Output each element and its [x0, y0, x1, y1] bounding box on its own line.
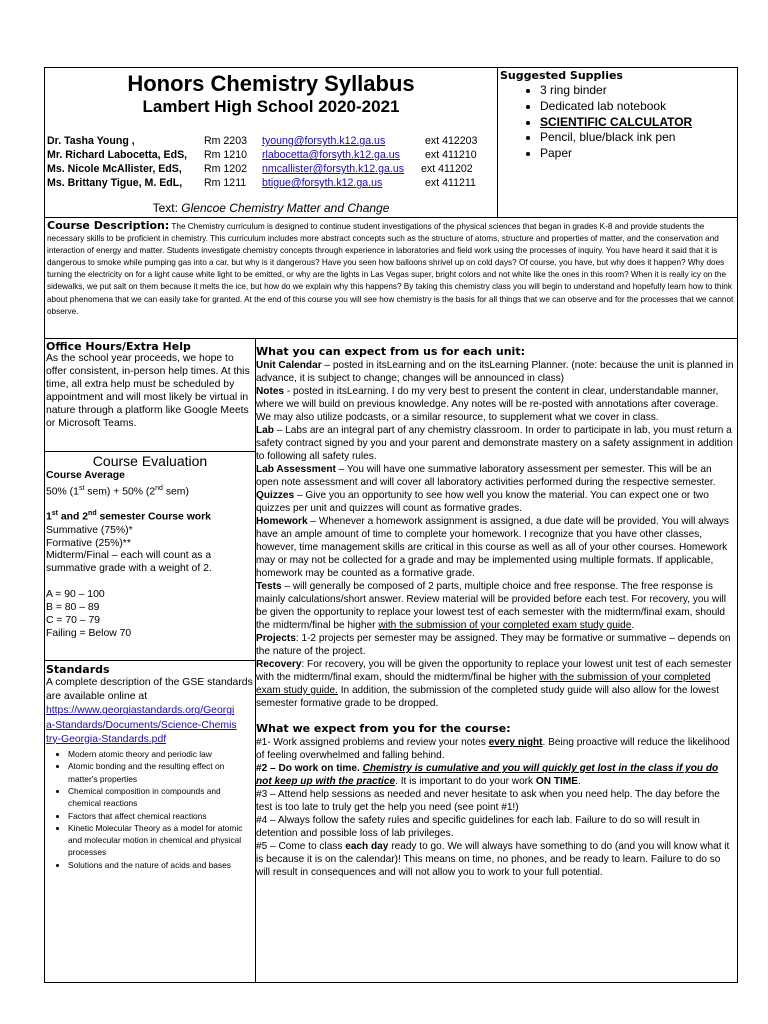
list-item: • Modern atomic theory and periodic law — [68, 748, 254, 760]
average-part: sem) + 50% (2 — [84, 486, 156, 498]
staff-email-link[interactable]: tyoung@forsyth.k12.ga.us — [262, 135, 386, 147]
list-item: • Solutions and the nature of acids and bases — [68, 859, 254, 871]
course-description-text: The Chemistry curriculum is designed to continue student investigations of the physical sciences that began in grades K-8 and provide students the necessary skills to be proficient in chemistry. This curriculum includes more abstract concepts such as the structure of atoms, structure and properties of matter, and the conservation and interaction of energy and matter. Students investigate chemistry concepts through experience in laboratories and field work using the processes of inquiry. You have heard it said that it is dangerous to smoke while pumping gas into a car, but why is it dangerous? Have you seen how balloons shrivel up on cold days? Of course, you have, but why does it happen? Why does turning the electricity on for a light cause white light to be emitted, or why are the lights in Las Vegas super, bright colors and not white like the ones in this room? When it is really icy on the sidewalks, we put salt on them because it melts the ice, but how do we explain why this happens? By taking this chemistry class you will begin to understand and hopefully learn how to think about phenomena that we can easily take for granted. At the end of this course you will see how chemistry is the basis for all things that we can observe and for the processes that we cannot observe. — [47, 222, 734, 316]
item-label: Notes — [256, 386, 285, 397]
expectation-item — [256, 736, 736, 762]
staff-room: Rm 2203 — [204, 135, 247, 147]
item-text: – Labs are an integral part of any chemistry classroom. In order to participate in lab, you must return a safety contract signed by you and your parent and demonstrate mastery on a safety assignment in addition to following all safety rules. — [256, 425, 733, 462]
average-part: 50% (1 — [46, 486, 79, 498]
quizzes-item — [256, 489, 736, 515]
coursework-heading — [46, 508, 254, 524]
list-item: • Pencil, blue/black ink pen — [540, 130, 692, 146]
recovery-item — [256, 658, 736, 710]
syllabus-frame — [44, 67, 738, 983]
grade-row: B = 80 – 89 — [46, 602, 100, 614]
average-sup: st — [78, 484, 85, 492]
item-label: Lab — [256, 425, 274, 436]
office-hours-text: As the school year proceeds, we hope to offer consistent, in-person help times. At this time, all extra help must be scheduled by appointment and will most likely be virtual in nature through a platform like Google Meets or Microsoft Teams. — [46, 353, 250, 429]
divider-header-bottom — [45, 217, 737, 218]
homework-item — [256, 515, 736, 580]
supplies-heading: Suggested Supplies — [500, 69, 623, 82]
grade-row: C = 70 – 79 — [46, 615, 101, 627]
expectation-item: #3 – Attend help sessions as needed and never hesitate to ask when you need help. The day before the test is too late to truly get the help you need (see point #1!) — [256, 789, 720, 813]
item-text: . Being proactive will reduce the likelihood of feeling overwhelmed and falling behind. — [256, 737, 730, 761]
coursework-part: 1 — [46, 511, 52, 523]
standards-link[interactable] — [46, 704, 254, 747]
staff-room: Rm 1211 — [204, 177, 247, 189]
item-text: – Whenever a homework assignment is assigned, a due date will be provided. You will always have an ample amount of time to complete your homework. I recognize that you have other classes, however, time management skills are critical in this course as well as all of your other courses. Homework may or may not be collected for a grade and may be implemented using multiple formats. If applicable, homework may be counted as a formative grade. — [256, 516, 729, 579]
item-emphasis: ON TIME — [535, 776, 578, 787]
staff-name: Ms. Brittany Tigue, M. EdL, — [47, 177, 183, 189]
item-label: Homework — [256, 516, 308, 527]
item-emphasis: every night — [488, 737, 543, 748]
staff-name: Mr. Richard Labocetta, EdS, — [47, 149, 188, 161]
standards-list — [46, 748, 254, 871]
item-text: . — [577, 776, 581, 787]
summative-weight: Summative (75%)* — [46, 524, 133, 536]
staff-name: Dr. Tasha Young , — [47, 135, 135, 147]
list-item: • Dedicated lab notebook — [540, 99, 692, 115]
staff-email-link[interactable]: nmcallister@forsyth.k12.ga.us — [262, 163, 405, 175]
course-average-formula — [46, 483, 254, 499]
list-item: • Atomic bonding and the resulting effect on matter's properties — [68, 760, 254, 785]
expectations-section — [256, 340, 736, 981]
office-hours-section — [46, 339, 254, 451]
expectation-item — [256, 762, 736, 788]
textbook-line — [45, 201, 497, 215]
item-text: #5 – Come to class — [256, 841, 346, 852]
unit-calendar-item — [256, 359, 736, 385]
formative-weight: Formative (25%)** — [46, 537, 131, 549]
course-evaluation-heading: Course Evaluation — [92, 453, 208, 469]
supplies-section — [498, 68, 737, 217]
item-text: : 1-2 projects per semester may be assigned. They may be formative or summative – depends on the nature of the project. — [256, 633, 731, 657]
item-label: Recovery — [256, 659, 302, 670]
item-emphasis: Chemistry is cumulative and you will quickly get lost in the class if you do not keep up with the practice — [256, 763, 719, 787]
standards-link-line[interactable]: try-Georgia-Standards.pdf — [46, 733, 167, 745]
average-part: sem) — [162, 486, 189, 498]
item-label: Quizzes — [256, 490, 295, 501]
item-text: – will generally be composed of 2 parts, multiple choice and free response. The free response is mainly calculations/short answer. Review material will be provided before each test. For recovery, you will be given the opportunity to replace your lowest test of each semester with the midterm/final exam, should the midterm/final be higher — [256, 581, 726, 631]
staff-email-link[interactable]: btigue@forsyth.k12.ga.us — [262, 177, 383, 189]
course-description-section — [47, 220, 735, 337]
page-subtitle: Lambert High School 2020-2021 — [142, 97, 400, 116]
textbook-label: Text: — [152, 201, 178, 215]
notes-item — [256, 385, 736, 424]
item-text: . — [631, 620, 635, 631]
coursework-part: and 2 — [58, 511, 89, 523]
list-item: • SCIENTIFIC CALCULATOR — [540, 115, 692, 131]
item-underline: with the submission of your completed exam study guide — [378, 620, 632, 631]
item-text: #1- Work assigned problems and review your notes — [256, 737, 489, 748]
coursework-sup: st — [51, 510, 59, 518]
staff-room: Rm 1202 — [204, 163, 247, 175]
grade-row: A = 90 – 100 — [46, 589, 105, 601]
tests-item — [256, 580, 736, 632]
page-title: Honors Chemistry Syllabus — [127, 71, 415, 96]
expectation-item: #4 – Always follow the safety rules and specific guidelines for each lab. Failure to do so will result in detention and possible loss of lab privileges. — [256, 815, 700, 839]
list-item: • Kinetic Molecular Theory as a model for atomic and molecular motion in chemical and physical processes — [68, 822, 254, 859]
average-sup: nd — [155, 484, 163, 492]
staff-ext: ext 412203 — [425, 135, 478, 147]
item-emphasis: each day — [345, 841, 389, 852]
grade-scale — [46, 589, 254, 641]
course-evaluation-section — [46, 452, 254, 660]
item-text: - posted in itsLearning. I do my very best to present the content in clear, understandable manner, where we will build on previous knowledge. Any notes will be re-posted with annotations after coverage. We may also utilize podcasts, or a similar resource, to supplement what we cover in class. — [256, 386, 719, 423]
lab-item — [256, 424, 736, 463]
standards-section — [46, 661, 254, 981]
list-item: • 3 ring binder — [540, 83, 692, 99]
coursework-part: semester Course work — [96, 511, 211, 523]
supplies-list — [518, 83, 692, 162]
item-text: ready to go. We will always have something to do (and you will know what it is because it is on the calendar)! This means on time, no phones, and be ready to learn. Failure to do so will result in consequences and will not allow you to work to your full potential. — [256, 841, 730, 878]
office-hours-heading: Office Hours/Extra Help — [46, 340, 191, 353]
item-label: Lab Assessment — [256, 464, 336, 475]
list-item: • Chemical composition in compounds and chemical reactions — [68, 785, 254, 810]
item-label: Unit Calendar — [256, 360, 322, 371]
staff-ext: ext 411210 — [425, 149, 477, 161]
item-text: – Give you an opportunity to see how well you know the material. You can expect one or two quizzes per unit and quizzes will count as formative grades. — [256, 490, 709, 514]
textbook-title: Glencoe Chemistry Matter and Change — [181, 201, 390, 215]
item-label: #2 – Do work on time. — [256, 763, 363, 774]
item-text: . It is important to do your work — [395, 776, 536, 787]
lab-assessment-item — [256, 463, 736, 489]
midterm-note: Midterm/Final – each will count as a summative grade with a weight of 2. — [46, 550, 212, 575]
projects-item — [256, 632, 736, 658]
staff-ext: ext 411202 — [421, 163, 473, 175]
item-text: In addition, the submission of the completed study guide will also allow for the lowest semester formative grade to be dropped. — [256, 685, 719, 709]
list-item: • Paper — [540, 146, 692, 162]
expect-from-you-heading: What we expect from you for the course: — [256, 722, 511, 735]
standards-heading: Standards — [46, 663, 110, 676]
staff-room: Rm 1210 — [204, 149, 247, 161]
header-section — [45, 68, 497, 217]
course-description-heading: Course Description: — [47, 220, 170, 232]
standards-link-line[interactable]: https://www.georgiastandards.org/Georgi — [46, 705, 235, 717]
item-text: : For recovery, you will be given the opportunity to replace your lowest unit test of each semester with the midterm/final exam, should the midterm/final be higher — [256, 659, 732, 683]
course-average-label: Course Average — [46, 470, 125, 481]
item-text: – posted in itsLearning and on the itsLearning Planner. (note: because the unit is planned in advance, it is subject to change; changes will be announced in class) — [256, 360, 734, 384]
standards-link-line[interactable]: a-Standards/Documents/Science-Chemis — [46, 719, 237, 731]
item-underline: with the submission of your completed exam study guide. — [256, 672, 711, 696]
staff-name: Ms. Nicole McAllister, EdS, — [47, 163, 182, 175]
list-item: • Factors that affect chemical reactions — [68, 810, 254, 822]
item-label: Tests — [256, 581, 282, 592]
item-text: – You will have one summative laboratory assessment per semester. This will be an open note assessment and will cover all laboratory activities performed during the respective semester. — [256, 464, 716, 488]
grade-row: Failing = Below 70 — [46, 628, 132, 639]
staff-email-link[interactable]: rlabocetta@forsyth.k12.ga.us — [262, 149, 400, 161]
item-label: Projects — [256, 633, 296, 644]
coursework-sup: nd — [88, 510, 97, 518]
standards-intro: A complete description of the GSE standards are available online at — [46, 677, 253, 703]
expect-from-us-heading: What you can expect from us for each unit: — [256, 345, 525, 358]
expectation-item — [256, 840, 736, 879]
staff-ext: ext 411211 — [425, 177, 476, 189]
